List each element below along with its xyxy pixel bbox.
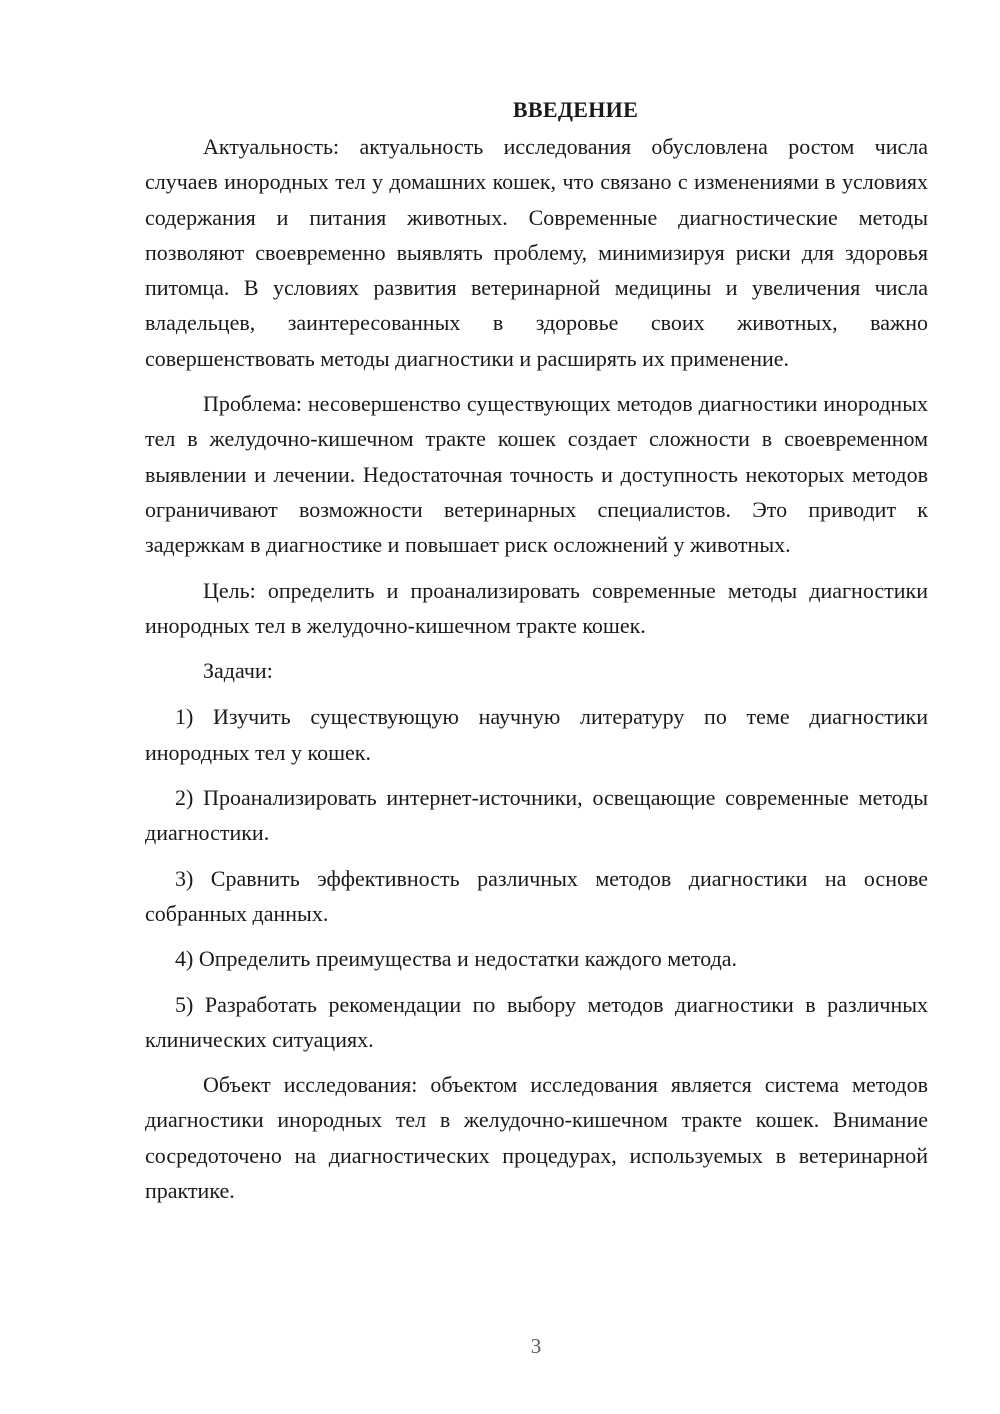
task-item: 5) Разработать рекомендации по выбору методов диагностики в различных клинических ситуациях. <box>145 991 928 1052</box>
page-number: 3 <box>530 1334 542 1358</box>
task-item: 3) Сравнить эффективность различных методов диагностики на основе собранных данных. <box>145 865 928 926</box>
document-page <box>145 92 928 1218</box>
tasks-label: Задачи: <box>203 658 273 684</box>
paragraph-object: Объект исследования: объектом исследования является система методов диагностики инородных тел в желудочно-кишечном тракте кошек. Внимание сосредоточено на диагностических процедурах, используемых в ветеринарной практике. <box>145 1072 928 1204</box>
paragraph-goal: Цель: определить и проанализировать современные методы диагностики инородных тел в желудочно-кишечном тракте кошек. <box>145 577 928 638</box>
task-item: 4) Определить преимущества и недостатки каждого метода. <box>175 946 738 972</box>
task-item: 2) Проанализировать интернет-источники, освещающие современные методы диагностики. <box>145 785 928 846</box>
section-title: ВВЕДЕНИЕ <box>512 97 639 122</box>
paragraph-relevance: Актуальность: актуальность исследования обусловлена ростом числа случаев инородных тел у домашних кошек, что связано с изменениями в условиях содержания и питания животных. Современные диагностические методы позволяют своевременно выявлять проблему, минимизируя риски для здоровья питомца. В условиях развития ветеринарной медицины и увеличения числа владельцев, заинтересованных в здоровье своих животных, важно совершенствовать методы диагностики и расширять их применение. <box>145 134 928 371</box>
paragraph-problem: Проблема: несовершенство существующих методов диагностики инородных тел в желудочно-кишечном тракте кошек создает сложности в своевременном выявлении и лечении. Недостаточная точность и доступность некоторых методов ограничивают возможности ветеринарных специалистов. Это приводит к задержкам в диагностике и повышает риск осложнений у животных. <box>145 391 928 558</box>
task-item: 1) Изучить существующую научную литературу по теме диагностики инородных тел у кошек. <box>145 704 928 765</box>
